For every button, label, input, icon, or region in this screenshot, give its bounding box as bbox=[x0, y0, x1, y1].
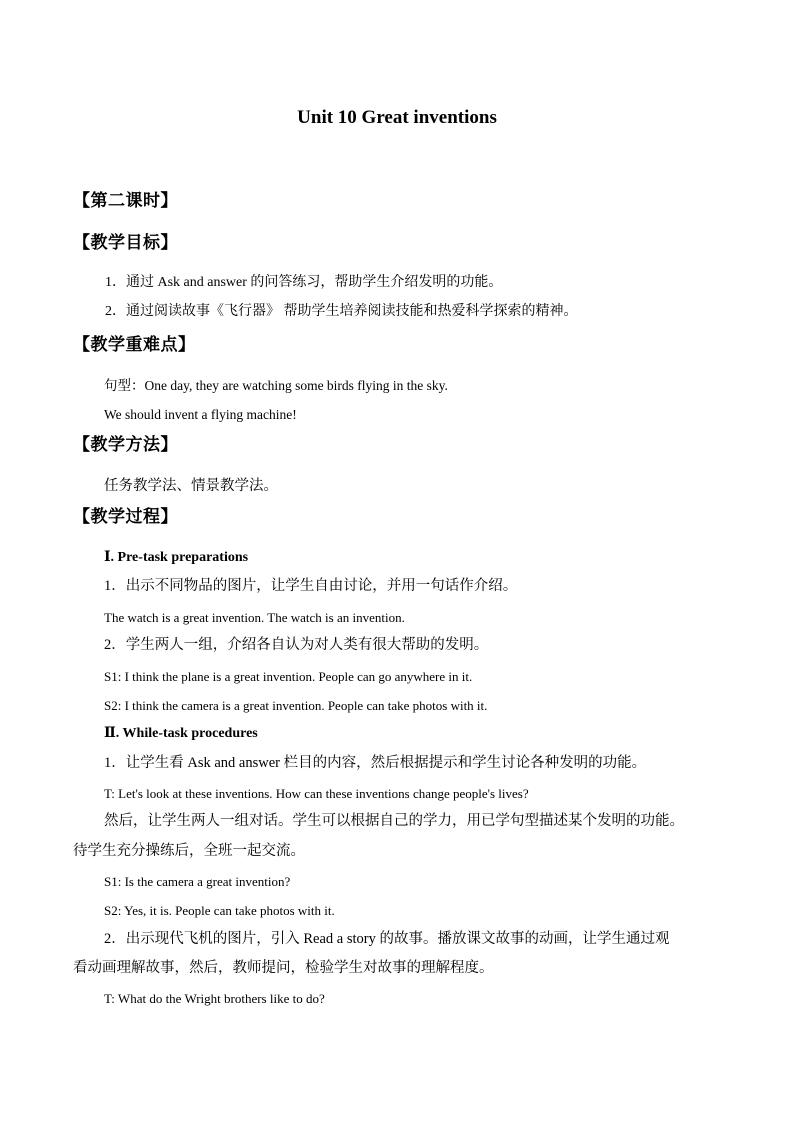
while-task-heading: Ⅱ. While-task procedures bbox=[104, 726, 258, 741]
pre-task-line: S2: I think the camera is a great invention. People can take photos with it. bbox=[104, 698, 488, 713]
key-point-item: 句型：One day, they are watching some birds flying in the sky. bbox=[104, 378, 448, 393]
lesson-heading: 【第二课时】 bbox=[73, 191, 178, 211]
while-task-line: T: What do the Wright brothers like to do? bbox=[104, 991, 325, 1006]
document-title: Unit 10 Great inventions bbox=[297, 107, 497, 128]
key-points-heading: 【教学重难点】 bbox=[73, 335, 196, 355]
while-task-line: S1: Is the camera a great invention? bbox=[104, 874, 291, 889]
while-task-line: 待学生充分操练后，全班一起交流。 bbox=[73, 843, 305, 859]
while-task-line: 然后，让学生两人一组对话。学生可以根据自己的学力，用已学句型描述某个发明的功能。 bbox=[104, 813, 684, 829]
key-point-item: We should invent a flying machine! bbox=[104, 407, 297, 422]
process-heading: 【教学过程】 bbox=[73, 507, 178, 527]
while-task-line: 1．让学生看 Ask and answer 栏目的内容，然后根据提示和学生讨论各种发明的功能。 bbox=[104, 755, 647, 771]
while-task-line: 看动画理解故事，然后，教师提问，检验学生对故事的理解程度。 bbox=[73, 960, 494, 976]
pre-task-line: 1．出示不同物品的图片，让学生自由讨论，并用一句话作介绍。 bbox=[104, 578, 518, 594]
objectives-heading: 【教学目标】 bbox=[73, 233, 178, 253]
pre-task-line: 2．学生两人一组，介绍各自认为对人类有很大帮助的发明。 bbox=[104, 637, 489, 653]
pre-task-heading: Ⅰ. Pre-task preparations bbox=[104, 550, 249, 565]
pre-task-line: S1: I think the plane is a great invention. People can go anywhere in it. bbox=[104, 669, 473, 684]
objective-item: 2．通过阅读故事《飞行器》 帮助学生培养阅读技能和热爱科学探索的精神。 bbox=[105, 304, 578, 319]
objective-item: 1．通过 Ask and answer 的问答练习，帮助学生介绍发明的功能。 bbox=[105, 275, 503, 290]
while-task-line: T: Let's look at these inventions. How can these inventions change people's lives? bbox=[104, 786, 529, 801]
while-task-line: 2．出示现代飞机的图片，引入 Read a story 的故事。播放课文故事的动画，让学生通过观 bbox=[104, 931, 670, 947]
while-task-line: S2: Yes, it is. People can take photos with it. bbox=[104, 903, 335, 918]
methods-item: 任务教学法、情景教学法。 bbox=[104, 478, 278, 494]
methods-heading: 【教学方法】 bbox=[73, 435, 178, 455]
pre-task-line: The watch is a great invention. The watch is an invention. bbox=[104, 610, 405, 625]
